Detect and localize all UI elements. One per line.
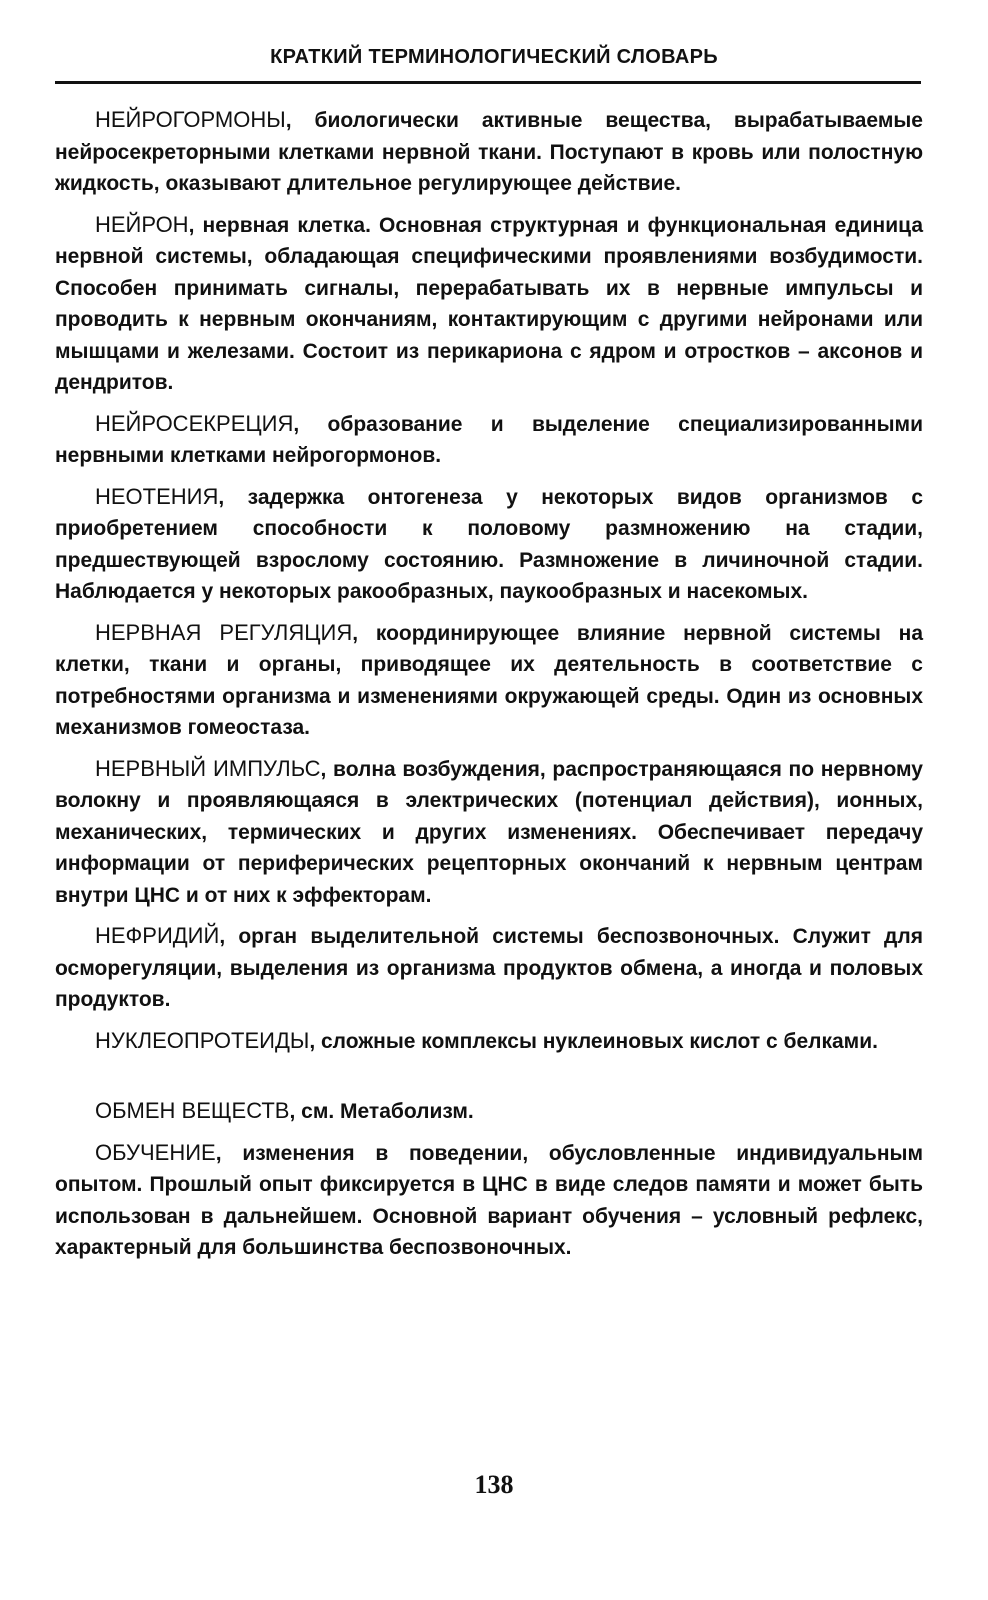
dictionary-entry-metabolism-ref xyxy=(55,1095,923,1128)
entry-term: НЕЙРОСЕКРЕЦИЯ xyxy=(95,410,294,436)
dictionary-body xyxy=(55,104,923,1273)
entry-definition: , координирующее влияние нервной системы на клетки, ткани и органы, приводящее их деятельность в соответствие с потребностями организма и изменениями окружающей среды. Один из основных механизмов гомеостаза. xyxy=(55,621,923,739)
entry-term: ОБУЧЕНИЕ xyxy=(95,1139,216,1165)
entry-definition: , волна возбуждения, распространяющаяся по нервному волокну и проявляющаяся в электрических (потенциал действия), ионных, механических, термических и других изменениях. Обеспечивает передачу информации от периферических рецепторных окончаний к нервным центрам внутри ЦНС и от них к эффекторам. xyxy=(55,757,923,907)
dictionary-entry-neuron xyxy=(55,209,923,399)
entry-term: НЕРВНЫЙ ИМПУЛЬС xyxy=(95,755,321,781)
entry-term: НЕЙРОН xyxy=(95,211,189,237)
entry-definition: , сложные комплексы нуклеиновых кислот с белками. xyxy=(309,1029,878,1053)
entry-term: ОБМЕН ВЕЩЕСТВ xyxy=(95,1098,290,1123)
entry-definition: , задержка онтогенеза у некоторых видов организмов с приобретением способности к половому размножению на стадии, предшествующей взрослому состоянию. Размножение в личиночной стадии. Наблюдается у некоторых ракообразных, паукообразных и насекомых. xyxy=(55,485,923,603)
entry-definition: , биологически активные вещества, вырабатываемые нейросекреторными клетками нервной ткани. Поступают в кровь или полостную жидкость, оказывают длительное регулирующее действие. xyxy=(55,109,923,195)
dictionary-entry-nephridium xyxy=(55,920,923,1016)
entry-definition: , нервная клетка. Основная структурная и функциональная единица нервной системы, обладающая специфическими проявлениями возбудимости. Способен принимать сигналы, перерабатывать их в нервные импульсы и проводить к нервным окончаниям, контактирующим с другими нейронами или мышцами и железами. Состоит из перикариона с ядром и отростков – аксонов и дендритов. xyxy=(55,213,923,394)
entry-term: НЕОТЕНИЯ xyxy=(95,483,219,509)
entry-definition: , образование и выделение специализированными нервными клетками нейрогормонов. xyxy=(55,412,923,467)
running-header: КРАТКИЙ ТЕРМИНОЛОГИЧЕСКИЙ СЛОВАРЬ xyxy=(270,46,718,68)
dictionary-entry-nervous-regulation xyxy=(55,617,923,744)
entry-term: НЕРВНАЯ РЕГУЛЯЦИЯ xyxy=(95,619,353,645)
dictionary-entry-learning xyxy=(55,1137,923,1264)
dictionary-entry-nucleoproteins xyxy=(55,1025,923,1058)
dictionary-entry-nerve-impulse xyxy=(55,753,923,912)
entry-term: НЕЙРОГОРМОНЫ xyxy=(95,107,286,132)
entry-definition: , орган выделительной системы беспозвоночных. Служит для осморегуляции, выделения из организма продуктов обмена, а иногда и половых продуктов. xyxy=(55,925,923,1011)
dictionary-entry-neurosecretion xyxy=(55,408,923,472)
header-rule xyxy=(55,81,921,84)
dictionary-entry-neurohormones xyxy=(55,104,923,200)
entry-definition: , см. Метаболизм. xyxy=(289,1100,474,1123)
entry-definition: , изменения в поведении, обусловленные индивидуальным опытом. Прошлый опыт фиксируется в ЦНС в виде следов памяти и может быть использован в дальнейшем. Основной вариант обучения – условный рефлекс, характерный для большинства беспозвоночных. xyxy=(55,1141,923,1259)
entry-term: НЕФРИДИЙ xyxy=(95,923,220,948)
page-number: 138 xyxy=(474,1470,514,1499)
dictionary-entry-neoteny xyxy=(55,481,923,608)
entry-term: НУКЛЕОПРОТЕИДЫ xyxy=(95,1027,310,1053)
